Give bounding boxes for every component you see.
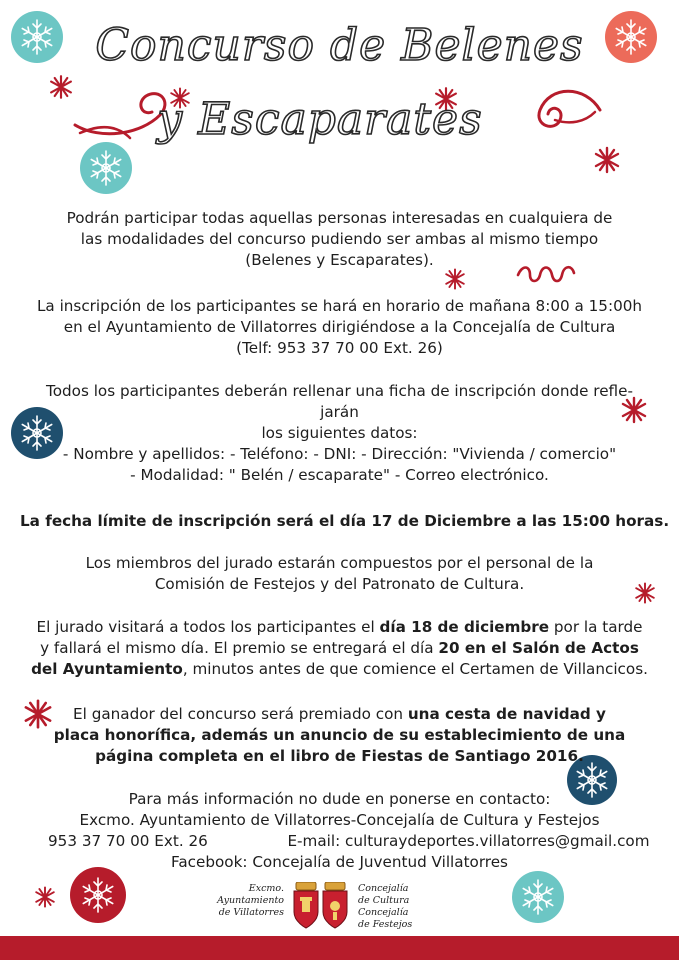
- prize-paragraph: [20, 704, 659, 767]
- award-date: 20 en el Salón de Actos: [438, 639, 639, 657]
- municipality-name: Excmo. Ayuntamiento de Villatorres: [217, 883, 284, 918]
- coat-of-arms-logo: [290, 882, 350, 934]
- department-names: Concejalía de Cultura Concejalía de Festejos: [358, 883, 413, 930]
- form-line: los siguientes datos:: [261, 424, 418, 442]
- intro-paragraph: [20, 208, 659, 271]
- intro-line: (Belenes y Escaparates).: [245, 251, 434, 269]
- registration-line: en el Ayuntamiento de Villatorres dirigiéndose a la Concejalía de Cultura: [63, 318, 616, 336]
- visit-date: día 18 de diciembre: [379, 618, 550, 636]
- prize-line: placa honorífica, además un anuncio de su establecimiento de una: [53, 726, 626, 744]
- intro-line: Podrán participar todas aquellas personas interesadas en cualquiera de: [66, 209, 613, 227]
- visit-text: , minutos antes de que comience el Certamen de Villancicos.: [182, 660, 648, 678]
- jury-line: Los miembros del jurado estarán compuestos por el personal de la: [85, 554, 594, 572]
- visit-text: El jurado visitará a todos los participantes el: [36, 618, 380, 636]
- registration-line: La inscripción de los participantes se hará en horario de mañana 8:00 a 15:00h: [36, 297, 643, 315]
- snowflake-icon: [80, 142, 132, 194]
- deadline-line: La fecha límite de inscripción será el día 17 de Diciembre a las 15:00 horas.: [20, 512, 670, 530]
- contact-facebook[interactable]: Facebook: Concejalía de Juventud Villatorres: [171, 853, 508, 871]
- contact-line: Para más información no dude en ponerse en contacto:: [128, 790, 551, 808]
- deadline-text: [20, 511, 670, 532]
- snowflake-icon: [512, 871, 564, 923]
- form-paragraph: [20, 381, 659, 486]
- form-line: - Nombre y apellidos: - Teléfono: - DNI: - Dirección: "Vivienda / comercio": [62, 445, 617, 463]
- visit-text: por la tarde: [549, 618, 643, 636]
- footer-band: [0, 936, 679, 960]
- snowflake-icon: [70, 867, 126, 923]
- contact-phone: 953 37 70 00 Ext. 26: [48, 832, 208, 850]
- prize-line: página completa en el libro de Fiestas de Santiago 2016.: [95, 747, 584, 765]
- page-title-line2: y Escaparates: [157, 94, 483, 145]
- visit-text: y fallará el mismo día. El premio se entregará el día: [40, 639, 439, 657]
- form-line: Todos los participantes deberán rellenar una ficha de inscripción donde refle-: [46, 382, 633, 400]
- registration-line: (Telf: 953 37 70 00 Ext. 26): [236, 339, 443, 357]
- prize-text: El ganador del concurso será premiado con: [73, 705, 408, 723]
- form-line: - Modalidad: " Belén / escaparate" - Correo electrónico.: [130, 466, 549, 484]
- contact-line: Excmo. Ayuntamiento de Villatorres-Concejalía de Cultura y Festejos: [79, 811, 600, 829]
- star-icon: [36, 887, 54, 906]
- jury-paragraph: [20, 553, 659, 595]
- award-venue: del Ayuntamiento: [31, 660, 183, 678]
- form-line: jarán: [320, 403, 359, 421]
- star-icon: [446, 269, 464, 288]
- jury-line: Comisión de Festejos y del Patronato de Cultura.: [154, 575, 525, 593]
- page-title-line1: Concurso de Belenes: [95, 20, 584, 71]
- star-icon: [596, 148, 618, 172]
- contact-paragraph: [20, 789, 659, 873]
- registration-paragraph: [20, 296, 659, 359]
- prize-highlight: una cesta de navidad y: [407, 705, 606, 723]
- contact-email[interactable]: E-mail: culturaydeportes.villatorres@gmail.com: [287, 832, 650, 850]
- intro-line: las modalidades del concurso pudiendo ser ambas al mismo tiempo: [80, 230, 599, 248]
- visit-paragraph: [20, 617, 659, 680]
